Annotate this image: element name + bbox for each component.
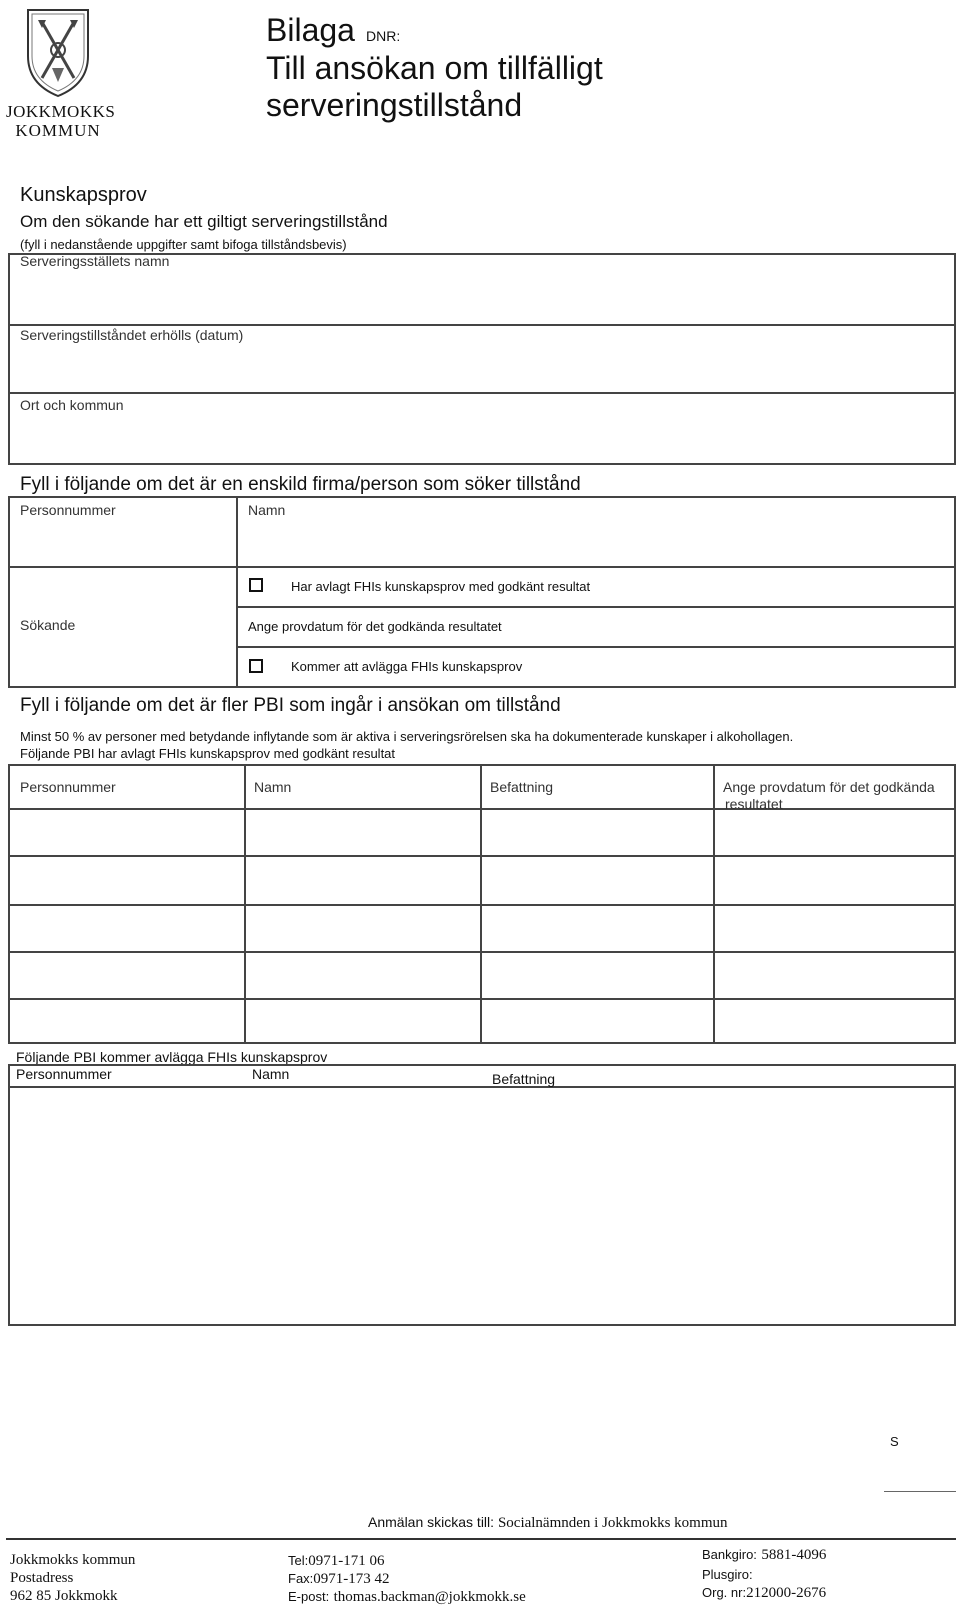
- table-row[interactable]: [12, 955, 242, 995]
- document-title-line1: Till ansökan om tillfälligt: [266, 50, 603, 86]
- fax-label: Fax:: [288, 1571, 314, 1586]
- document-type: Bilaga: [266, 12, 355, 48]
- input-provdatum[interactable]: [570, 610, 950, 644]
- t2-col-namn: Namn: [252, 1066, 290, 1082]
- section-heading-kunskapsprov: Kunskapsprov: [20, 184, 147, 206]
- send-to: [368, 1514, 728, 1532]
- plusgiro-label: Plusgiro:: [702, 1567, 753, 1582]
- divider: [236, 496, 238, 688]
- email-label: E-post:: [288, 1589, 330, 1604]
- subheading-kommer-avlagga: Följande PBI kommer avlägga FHIs kunskapsprov: [16, 1049, 328, 1065]
- subheading-avlagt: Följande PBI har avlagt FHIs kunskapsprov med godkänt resultat: [20, 746, 396, 761]
- orgnr-label: Org. nr:: [702, 1585, 747, 1600]
- divider: [713, 764, 715, 1044]
- field-label-ort-och-kommun: Ort och kommun: [20, 397, 124, 413]
- municipality-logo: [6, 4, 116, 140]
- col-label-namn: Namn: [248, 502, 286, 518]
- t1-col-provdatum: Ange provdatum för det godkända: [723, 779, 935, 795]
- section-subheading: Om den sökande har ett giltigt serveringstillstånd: [20, 212, 388, 231]
- t1-col-befattning: Befattning: [490, 779, 554, 795]
- field-label-serveringsstallets-namn: Serveringsställets namn: [20, 253, 170, 269]
- footer-divider: [6, 1538, 956, 1540]
- input-namn[interactable]: [242, 520, 950, 562]
- t1-col-namn: Namn: [254, 779, 292, 795]
- tel-value: 0971-171 06: [308, 1553, 385, 1569]
- divider: [8, 998, 956, 1000]
- input-personnummer[interactable]: [14, 520, 232, 562]
- signature-mark: S: [890, 1434, 899, 1449]
- section-heading-enskild-firma: Fyll i följande om det är en enskild firma/person som söker tillstånd: [20, 474, 581, 495]
- send-to-label: Anmälan skickas till:: [368, 1514, 495, 1530]
- bankgiro-label: Bankgiro:: [702, 1547, 757, 1562]
- logo-text-line1: JOKKMOKKS: [6, 102, 116, 121]
- divider: [236, 606, 956, 608]
- divider: [8, 566, 956, 568]
- table-row[interactable]: [12, 859, 242, 901]
- divider: [8, 392, 956, 394]
- checkbox-label-har-avlagt: Har avlagt FHIs kunskapsprov med godkänt resultat: [291, 579, 591, 594]
- dnr-label: DNR:: [366, 28, 401, 44]
- email-value[interactable]: thomas.backman@jokkmokk.se: [333, 1589, 526, 1605]
- send-to-value: Socialnämnden i Jokkmokks kommun: [497, 1515, 728, 1531]
- field-label-provdatum: Ange provdatum för det godkända resultatet: [248, 619, 502, 634]
- orgnr-value: 212000-2676: [746, 1585, 827, 1601]
- divider: [8, 951, 956, 953]
- document-title-line2: serveringstillstånd: [266, 87, 523, 123]
- footer-postadress: Postadress: [10, 1570, 74, 1586]
- section-note: (fyll i nedanstående uppgifter samt bifoga tillståndsbevis): [20, 237, 347, 252]
- col-label-personnummer: Personnummer: [20, 502, 116, 518]
- footer-org-name: Jokkmokks kommun: [10, 1552, 136, 1568]
- logo-text-line2: KOMMUN: [15, 121, 101, 140]
- t2-col-personnummer: Personnummer: [16, 1066, 112, 1082]
- section-note-pbi: Minst 50 % av personer med betydande inflytande som är aktiva i serveringsrörelsen ska ha dokumenterade kunskaper i alkohollagen.: [20, 729, 794, 744]
- divider: [8, 1086, 956, 1088]
- input-tillstand-datum[interactable]: [14, 346, 950, 390]
- footer-postort: 962 85 Jokkmokk: [10, 1588, 118, 1604]
- divider: [8, 904, 956, 906]
- checkbox-har-avlagt[interactable]: [249, 578, 263, 592]
- bankgiro-value: 5881-4096: [761, 1547, 827, 1563]
- input-ort-och-kommun[interactable]: [14, 416, 950, 460]
- field-label-tillstand-datum: Serveringstillståndet erhölls (datum): [20, 327, 244, 343]
- checkbox-kommer-avlagga[interactable]: [249, 659, 263, 673]
- divider: [8, 855, 956, 857]
- checkbox-label-kommer-avlagga: Kommer att avlägga FHIs kunskapsprov: [291, 659, 523, 674]
- footer-plusgiro: [702, 1566, 753, 1584]
- signature-line: [884, 1491, 956, 1492]
- row-label-sokande: Sökande: [20, 617, 76, 633]
- input-serveringsstallets-namn[interactable]: [14, 272, 950, 320]
- footer-fax: [288, 1570, 390, 1588]
- divider: [8, 808, 956, 810]
- table-row[interactable]: [12, 1002, 242, 1040]
- tel-label: Tel:: [288, 1553, 309, 1568]
- divider: [8, 324, 956, 326]
- input-table-pbi-kommer[interactable]: [12, 1092, 952, 1322]
- footer-bankgiro: [702, 1546, 826, 1564]
- footer-email: [288, 1588, 526, 1606]
- t2-col-befattning: Befattning: [492, 1071, 556, 1087]
- divider: [244, 764, 246, 1044]
- divider: [236, 646, 956, 648]
- section-heading-fler-pbi: Fyll i följande om det är fler PBI som ingår i ansökan om tillstånd: [20, 695, 561, 716]
- footer-tel: [288, 1552, 384, 1570]
- coat-of-arms-icon: [6, 4, 110, 100]
- table-row[interactable]: [12, 908, 242, 948]
- table-row[interactable]: [12, 812, 242, 852]
- t1-col-personnummer: Personnummer: [20, 779, 116, 795]
- t1-col-provdatum-line2: resultatet: [725, 796, 783, 812]
- divider: [480, 764, 482, 1044]
- fax-value: 0971-173 42: [313, 1571, 390, 1587]
- footer-orgnr: [702, 1584, 826, 1602]
